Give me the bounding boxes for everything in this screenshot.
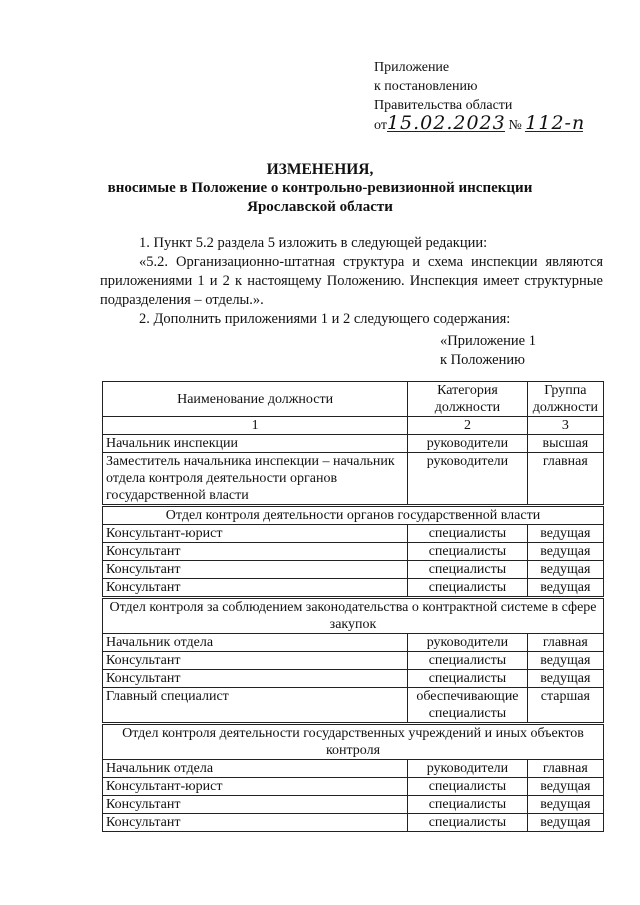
table-row — [103, 670, 604, 688]
group-cell: ведущая — [527, 670, 603, 688]
appendix-line-1: «Приложение 1 — [440, 333, 536, 349]
category-cell: специалисты — [408, 561, 527, 579]
title-main: ИЗМЕНЕНИЯ, — [266, 161, 374, 178]
position-cell: Консультант — [103, 543, 408, 561]
table-number-row — [103, 417, 604, 435]
from-label: от — [374, 118, 387, 133]
header-position: Наименование должности — [103, 382, 408, 417]
group-cell: старшая — [527, 688, 603, 724]
position-cell: Начальник инспекции — [103, 435, 408, 453]
department-row — [103, 598, 604, 634]
group-cell: ведущая — [527, 543, 603, 561]
table-header-row — [103, 382, 604, 417]
department-row — [103, 506, 604, 525]
category-cell: руководители — [408, 453, 527, 506]
category-cell: руководители — [408, 435, 527, 453]
table-row — [103, 796, 604, 814]
approval-line-1: Приложение — [374, 60, 450, 75]
group-cell: главная — [527, 453, 603, 506]
table-row — [103, 814, 604, 832]
group-cell: ведущая — [527, 561, 603, 579]
position-cell: Консультант — [103, 670, 408, 688]
paragraph-2: «5.2. Организационно-штатная структура и схема инспекции являются приложениями 1 и 2 к настоящему Положению. Инспекция имеет структурные подразделения – отделы.». — [100, 254, 603, 308]
group-cell: ведущая — [527, 778, 603, 796]
category-cell: специалисты — [408, 814, 527, 832]
table-row — [103, 652, 604, 670]
table-row — [103, 778, 604, 796]
position-cell: Заместитель начальника инспекции – начальник отдела контроля деятельности органов государственной власти — [103, 453, 408, 506]
category-cell: специалисты — [408, 525, 527, 543]
column-number: 1 — [103, 417, 408, 435]
category-cell: руководители — [408, 760, 527, 778]
position-cell: Консультант-юрист — [103, 525, 408, 543]
approval-block — [374, 58, 586, 135]
table-row — [103, 688, 604, 724]
department-row — [103, 724, 604, 760]
table-row — [103, 760, 604, 778]
body-text — [100, 234, 603, 329]
category-cell: специалисты — [408, 579, 527, 598]
position-cell: Начальник отдела — [103, 634, 408, 652]
column-number: 2 — [408, 417, 527, 435]
position-cell: Консультант — [103, 796, 408, 814]
handwritten-number: 112-п — [525, 112, 586, 134]
category-cell: специалисты — [408, 652, 527, 670]
table-row — [103, 634, 604, 652]
table-row — [103, 561, 604, 579]
header-group: Группа должности — [527, 382, 603, 417]
document-title — [100, 160, 540, 217]
paragraph-1: 1. Пункт 5.2 раздела 5 изложить в следующей редакции: — [139, 235, 488, 251]
group-cell: ведущая — [527, 796, 603, 814]
column-number: 3 — [527, 417, 603, 435]
appendix-line-2: к Положению — [440, 352, 525, 368]
group-cell: ведущая — [527, 579, 603, 598]
table-row — [103, 525, 604, 543]
table-row — [103, 435, 604, 453]
category-cell: специалисты — [408, 543, 527, 561]
group-cell: ведущая — [527, 525, 603, 543]
department-title: Отдел контроля за соблюдением законодательства о контрактной системе в сфере закупок — [103, 598, 604, 634]
group-cell: главная — [527, 760, 603, 778]
staff-table — [102, 381, 604, 832]
department-title: Отдел контроля деятельности государственных учреждений и иных объектов контроля — [103, 724, 604, 760]
position-cell: Консультант — [103, 814, 408, 832]
paragraph-3: 2. Дополнить приложениями 1 и 2 следующего содержания: — [139, 311, 511, 327]
category-cell: специалисты — [408, 796, 527, 814]
category-cell: обеспечивающие специалисты — [408, 688, 527, 724]
table-row — [103, 543, 604, 561]
header-category: Категория должности — [408, 382, 527, 417]
title-sub-1: вносимые в Положение о контрольно-ревизионной инспекции — [107, 180, 533, 196]
title-sub-2: Ярославской области — [247, 199, 393, 215]
category-cell: специалисты — [408, 670, 527, 688]
appendix-label — [440, 332, 536, 370]
table-row — [103, 453, 604, 506]
position-cell: Консультант — [103, 561, 408, 579]
handwritten-date: 15.02.2023 — [386, 112, 506, 134]
category-cell: специалисты — [408, 778, 527, 796]
approval-line-2: к постановлению — [374, 79, 478, 94]
group-cell: высшая — [527, 435, 603, 453]
number-label: № — [508, 118, 522, 133]
position-cell: Консультант — [103, 579, 408, 598]
position-cell: Начальник отдела — [103, 760, 408, 778]
approval-line-3: Правительства области — [374, 98, 513, 113]
table-row — [103, 579, 604, 598]
category-cell: руководители — [408, 634, 527, 652]
group-cell: ведущая — [527, 814, 603, 832]
position-cell: Консультант — [103, 652, 408, 670]
group-cell: главная — [527, 634, 603, 652]
department-title: Отдел контроля деятельности органов государственной власти — [103, 506, 604, 525]
position-cell: Консультант-юрист — [103, 778, 408, 796]
group-cell: ведущая — [527, 652, 603, 670]
approval-date-number — [374, 112, 586, 135]
position-cell: Главный специалист — [103, 688, 408, 724]
